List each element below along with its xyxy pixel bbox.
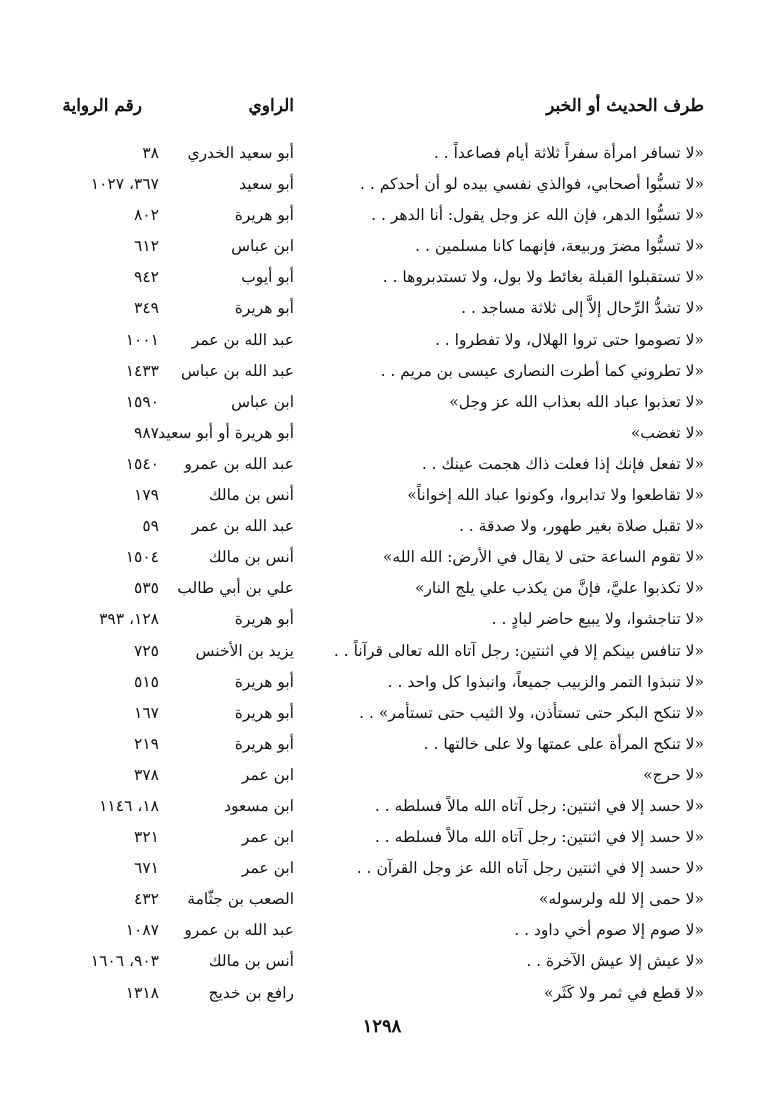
table-row [0,171,764,202]
narrator-name: ابن عمر [241,859,294,878]
narration-number: ١٠٠١ [125,330,159,349]
table-row [0,638,764,669]
narration-number: ٨٠٢ [134,206,159,225]
narration-number: ٣٨ [142,144,159,162]
narrator-name: ابن عباس [231,392,294,411]
table-row [0,606,764,637]
hadith-text: «لا تطروني كما أطرت النصارى عيسى بن مريم . . [380,361,704,380]
table-row [0,700,764,731]
narration-number: ٩٠٣، ١٦٠٦ [90,952,159,971]
table-row [0,575,764,606]
narrator-name: عبد الله بن عمرو [184,454,294,473]
table-row [0,202,764,233]
hadith-text: «لا حسد إلا في اثنتين: رجل آتاه الله مالاً فسلطه . . [374,796,704,815]
page-number: ١٢٩٨ [362,1016,402,1037]
table-row [0,482,764,513]
hadith-text: «لا تصوموا حتى تروا الهلال، ولا تفطروا . . [434,330,704,349]
narration-number: ٣٦٧، ١٠٢٧ [90,175,159,194]
hadith-text: «لا تقبل صلاة بغير طهور، ولا صدقة . . [458,517,704,536]
narration-number: ٥٩ [142,517,159,536]
narrator-name: الصعب بن جثّامة [187,890,294,909]
header-hadith-text: طرف الحديث أو الخبر [546,96,704,116]
narrator-name: أبو هريرة أو أبو سعيد [158,423,294,442]
narration-number: ٥١٥ [134,672,159,691]
hadith-text: «لا تستقبلوا القبلة بغائط ولا بول، ولا تستدبروها . . [382,268,704,287]
hadith-text: «لا تسبُّوا مضرَ وربيعة، فإنهما كانا مسلمين . . [415,237,704,256]
table-row [0,917,764,948]
narration-number: ٩٨٧ [134,423,159,442]
narration-number: ١٧٩ [134,486,159,505]
narrator-name: أبو هريرة [234,610,294,629]
table-row [0,295,764,326]
narration-number: ١٠٨٧ [125,921,159,940]
table-row [0,358,764,389]
narrator-name: أبو هريرة [234,703,294,722]
narrator-name: ابن عمر [241,828,294,847]
narration-number: ٣٧٨ [134,765,159,784]
table-row [0,140,764,171]
narrator-name: علي بن أبي طالب [177,579,294,598]
hadith-text: «لا عيش إلا عيش الآخرة . . [526,952,704,971]
table-row [0,980,764,1011]
narrator-name: أنس بن مالك [208,548,294,567]
narrator-name: عبد الله بن عمر [191,517,294,536]
table-row [0,855,764,886]
hadith-text: «لا تناجشوا، ولا يبيع حاضر لبادٍ . . [491,610,704,629]
narration-number: ٥٣٥ [134,579,159,598]
narrator-name: أنس بن مالك [208,486,294,505]
narration-number: ٣٤٩ [134,299,159,318]
hadith-text: «لا تنكح البكر حتى تستأذن، ولا الثيب حتى تستأمر» . . [359,703,704,722]
table-row [0,886,764,917]
hadith-text: «لا صوم إلا صوم أخي داود . . [514,921,704,940]
hadith-text: «لا تكذبوا عليَّ، فإنَّ من يكذب علي يلج النار» [414,579,704,598]
narration-number: ٩٤٢ [134,268,159,287]
table-row [0,544,764,575]
narrator-name: أبو سعيد الخدري [187,144,294,162]
narration-number: ٦٧١ [134,859,159,878]
narrator-name: أبو أيوب [241,268,294,287]
narration-number: ١٤٣٣ [125,361,159,380]
narration-number: ٤٣٢ [134,890,159,909]
narration-number: ١٣١٨ [125,983,159,1002]
hadith-text: «لا حسد إلا في اثنتين: رجل آتاه الله مالاً فسلطه . . [374,828,704,847]
narrator-name: ابن عمر [241,765,294,784]
hadith-text: «لا تنكح المرأة على عمتها ولا على خالتها . . [423,734,704,753]
hadith-text: «لا تقوم الساعة حتى لا يقال في الأرض: الله الله» [382,548,704,567]
narration-number: ١٢٨، ٣٩٣ [99,610,159,629]
index-table [0,140,764,1011]
hadith-text: «لا تشدُّ الرِّحال إلاَّ إلى ثلاثة مساجد . . [461,299,704,318]
narration-number: ١٦٧ [134,703,159,722]
narrator-name: أبو هريرة [234,672,294,691]
table-row [0,793,764,824]
hadith-text: «لا تسافر امرأة سفراً ثلاثة أيام فصاعداً . . [433,144,704,162]
header-narration-number: رقم الرواية [62,96,142,116]
hadith-text: «لا قطع في ثمر ولا كَثَر» [544,983,704,1002]
table-row [0,824,764,855]
hadith-text: «لا تنافس بينكم إلا في اثنتين: رجل آتاه الله تعالى قرآناً . . [333,641,704,660]
table-row [0,389,764,420]
narrator-name: أبو هريرة [234,299,294,318]
hadith-text: «لا حرج» [643,765,704,784]
narration-number: ١٥٩٠ [125,392,159,411]
narration-number: ١٥٤٠ [125,454,159,473]
hadith-text: «لا تعذبوا عباد الله بعذاب الله عز وجل» [449,392,704,411]
hadith-text: «لا تسبُّوا الدهر، فإن الله عز وجل يقول: أنا الدهر . . [371,206,704,225]
hadith-text: «لا تسبُّوا أصحابي، فوالذي نفسي بيده لو أن أحدكم . . [359,175,704,194]
narrator-name: أبو هريرة [234,734,294,753]
narration-number: ٣٢١ [134,828,159,847]
table-row [0,264,764,295]
table-row [0,762,764,793]
hadith-text: «لا تنبذوا التمر والزبيب جميعاً، وانبذوا كل واحد . . [387,672,704,691]
hadith-text: «لا حسد إلا في اثنتين رجل آتاه الله عز وجل القرآن . . [356,859,704,878]
narration-number: ١٨، ١١٤٦ [99,796,159,815]
hadith-text: «لا تفعل فإنك إذا فعلت ذاك هجمت عينك . . [421,454,704,473]
table-row [0,669,764,700]
narrator-name: أبو هريرة [234,206,294,225]
header-narrator: الراوي [248,96,294,116]
narrator-name: رافع بن خديج [208,983,294,1002]
narrator-name: ابن مسعود [224,796,294,815]
narration-number: ٦١٢ [134,237,159,256]
narrator-name: ابن عباس [231,237,294,256]
table-row [0,513,764,544]
narrator-name: عبد الله بن عباس [181,361,294,380]
narrator-name: عبد الله بن عمرو [184,921,294,940]
narrator-name: أنس بن مالك [208,952,294,971]
table-row [0,948,764,979]
narrator-name: عبد الله بن عمر [191,330,294,349]
narrator-name: أبو سعيد [239,175,294,194]
table-header [0,96,764,130]
hadith-text: «لا تقاطعوا ولا تدابروا، وكونوا عباد الله إخواناً» [407,486,704,505]
table-row [0,233,764,264]
narration-number: ١٥٠٤ [125,548,159,567]
table-row [0,731,764,762]
hadith-text: «لا تغضب» [630,423,704,442]
hadith-text: «لا حمى إلا لله ولرسوله» [538,890,704,909]
narration-number: ٢١٩ [134,734,159,753]
table-row [0,420,764,451]
table-row [0,451,764,482]
narration-number: ٧٢٥ [134,641,159,660]
table-row [0,327,764,358]
narrator-name: يزيد بن الأخنس [195,641,294,660]
